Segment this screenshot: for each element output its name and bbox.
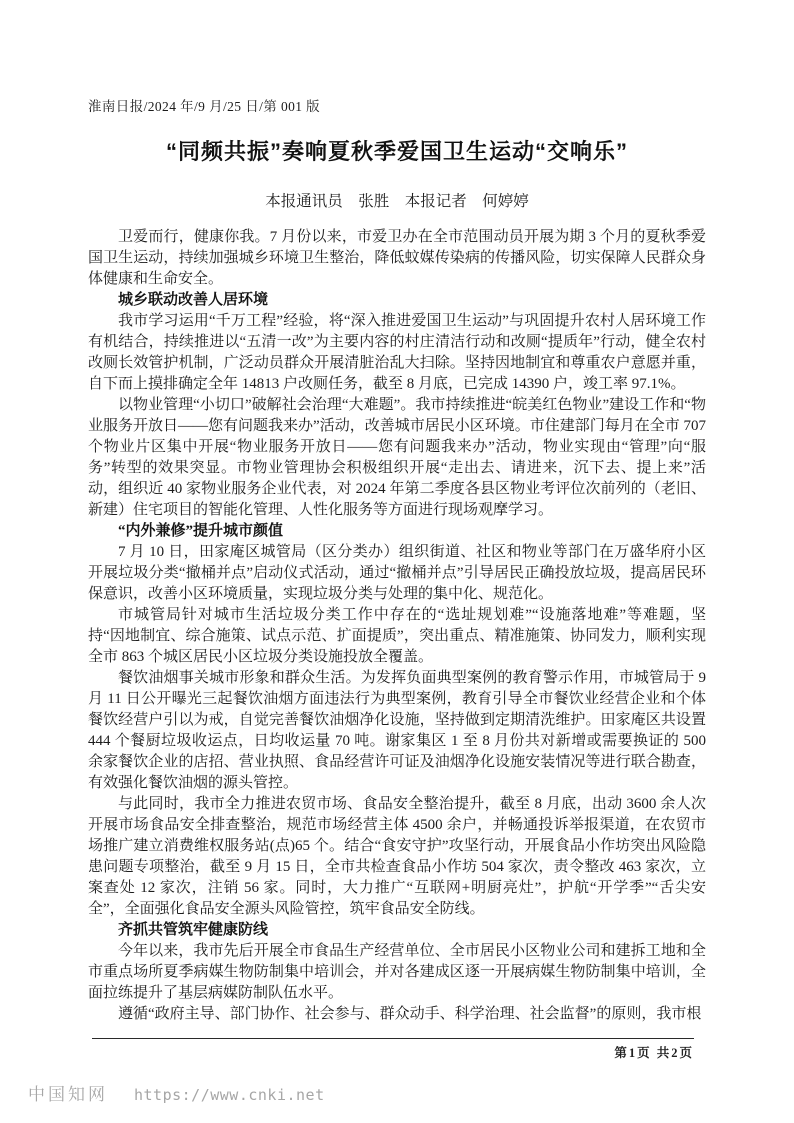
article-title: “同频共振”奏响夏秋季爱国卫生运动“交响乐”	[165, 139, 628, 164]
section-heading: 城乡联动改善人居环境	[118, 292, 269, 308]
paragraph: 遵循“政府主导、部门协作、社会参与、群众动手、科学治理、社会监督”的原则，我市根	[118, 1006, 702, 1022]
byline: 本报通讯员 张胜 本报记者 何婷婷	[265, 193, 529, 210]
paragraph: 今年以来，我市先后开展全市食品生产经营单位、全市居民小区物业公司和建拆工地和全市重点场所夏季病媒生物防制集中培训会，并对各建成区逐一开展病媒生物防制集中培训，全面拉练提升了基层病媒防制队伍水平。	[88, 943, 706, 1001]
cnki-url: https://www.cnki.net	[134, 1086, 325, 1104]
paragraph: 卫爱而行，健康你我。7 月份以来，市爱卫办在全市范围动员开展为期 3 个月的夏秋季爱国卫生运动，持续加强城乡环境卫生整治，降低蚊媒传染病的传播风险，切实保障人民群众身体健康和生命安全。	[88, 229, 706, 287]
watermark	[28, 1080, 325, 1105]
footer-divider	[92, 1038, 694, 1039]
section-heading: “内外兼修”提升城市颜值	[118, 523, 284, 539]
paragraph: 我市学习运用“千万工程”经验，将“深入推进爱国卫生运动”与巩固提升农村人居环境工作有机结合，持续推进以“五清一改”为主要内容的村庄清洁行动和改厕“提质年”行动，健全农村改厕长效管护机制，广泛动员群众开展清脏治乱大扫除。坚持因地制宜和尊重农户意愿并重，自下而上摸排确定全年 14813 户改厕任务，截至 8 月底，已完成 14390 户，竣工率 97.1%。	[88, 313, 706, 392]
paragraph: 与此同时，我市全力推进农贸市场、食品安全整治提升，截至 8 月底，出动 3600 余人次开展市场食品安全排查整治，规范市场经营主体 4500 余户，并畅通投诉举报渠道，在农贸市场推广建立消费维权服务站(点)65 个。结合“食安守护”攻坚行动，开展食品小作坊突出风险隐患问题专项整治，截至 9 月 15 日，全市共检查食品小作坊 504 家次，责令整改 463 家次，立案查处 12 家次，注销 56 家。同时，大力推广“互联网+明厨亮灶”，护航“开学季”“舌尖安全”，全面强化食品安全源头风险管控，筑牢食品安全防线。	[88, 796, 706, 917]
paragraph: 餐饮油烟事关城市形象和群众生活。为发挥负面典型案例的教育警示作用，市城管局于 9 月 11 日公开曝光三起餐饮油烟方面违法行为典型案例，教育引导全市餐饮业经营企业和个体餐饮经营户引以为戒，自觉完善餐饮油烟净化设施，坚持做到定期清洗维护。田家庵区共设置 444 个餐厨垃圾收运点，日均收运量 70 吨。谢家集区 1 至 8 月份共对新增或需要换证的 500 余家餐饮企业的店招、营业执照、食品经营许可证及油烟净化设施安装情况等进行联合勘查，有效强化餐饮油烟的源头管控。	[88, 670, 706, 791]
article-body	[88, 227, 706, 1025]
section-heading: 齐抓共管筑牢健康防线	[118, 922, 269, 938]
paragraph: 7 月 10 日，田家庵区城管局（区分类办）组织街道、社区和物业等部门在万盛华府小区开展垃圾分类“撤桶并点”启动仪式活动，通过“撤桶并点”引导居民正确投放垃圾，提高居民环保意识，改善小区环境质量，实现垃圾分类与处理的集中化、规范化。	[88, 544, 706, 602]
paragraph: 以物业管理“小切口”破解社会治理“大难题”。我市持续推进“皖美红色物业”建设工作和“物业服务开放日——您有问题我来办”活动，改善城市居民小区环境。市住建部门每月在全市 707 个物业片区集中开展“物业服务开放日——您有问题我来办”活动，物业实现由“管理”向“服务”转型的效果突显。市物业管理协会积极组织开展“走出去、请进来，沉下去、提上来”活动，组织近 40 家物业服务企业代表，对 2024 年第二季度各县区物业考评位次前列的（老旧、新建）住宅项目的智能化管理、人性化服务等方面进行现场观摩学习。	[88, 397, 706, 518]
page-number: 第1页 共2页	[614, 1046, 694, 1060]
paragraph: 市城管局针对城市生活垃圾分类工作中存在的“选址规划难”“设施落地难”等难题，坚持“因地制宜、综合施策、试点示范、扩面提质”，突出重点、精准施策、协同发力，顺利实现全市 863 个城区居民小区垃圾分类设施投放全覆盖。	[88, 607, 706, 665]
source-line: 淮南日报/2024 年/9 月/25 日/第 001 版	[88, 99, 321, 114]
cnki-brand-text: 中国知网	[28, 1085, 108, 1104]
